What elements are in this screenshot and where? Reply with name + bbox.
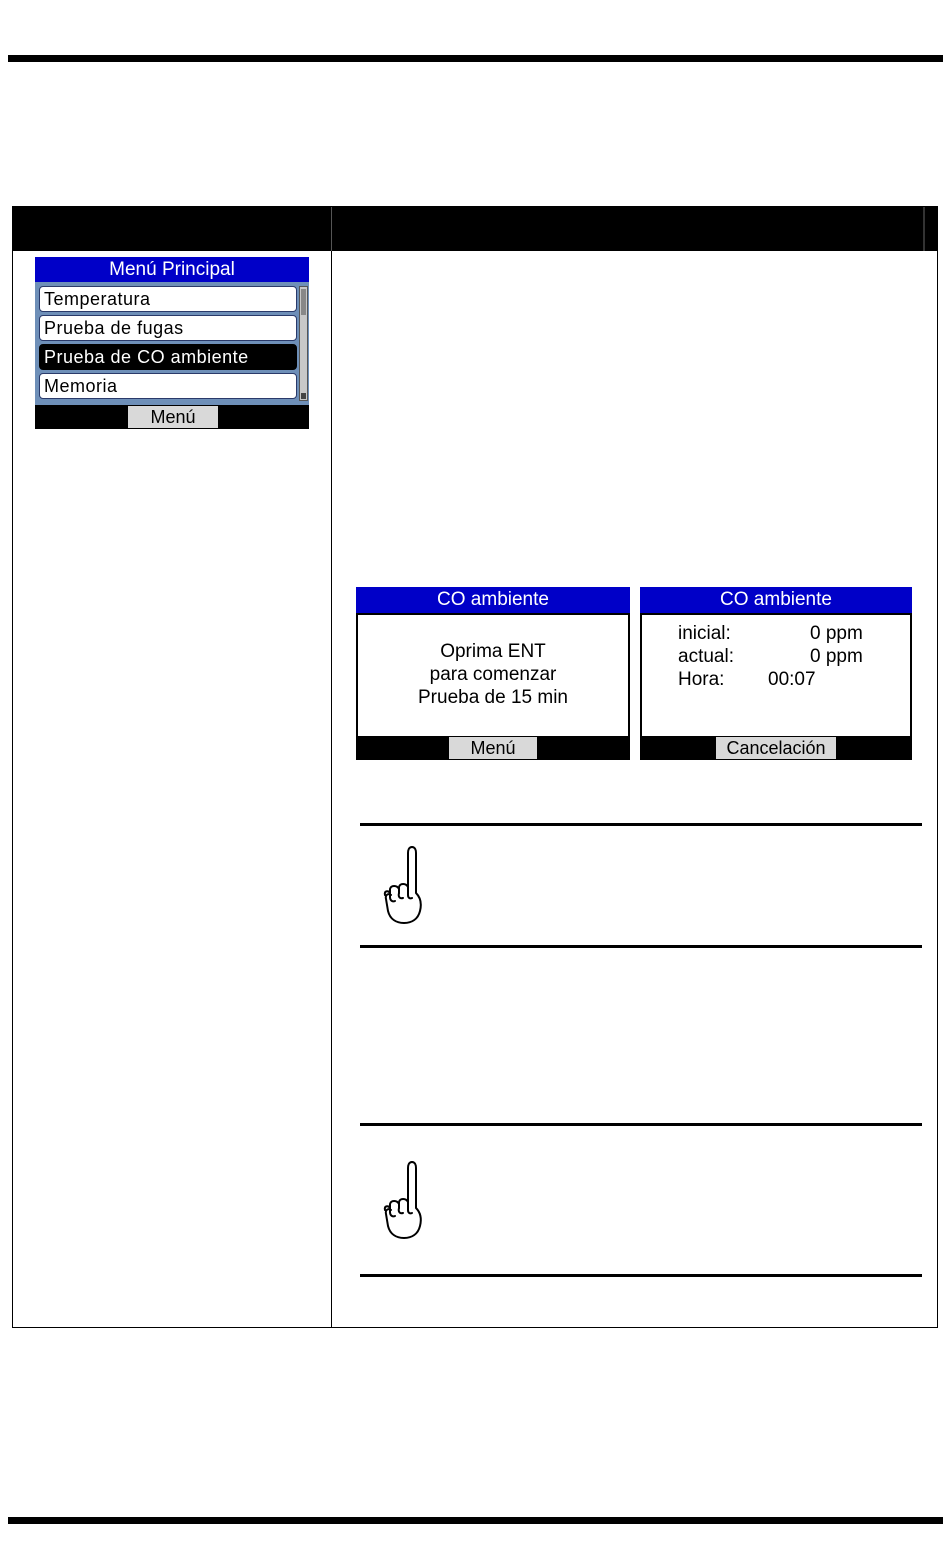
reading-row-current — [678, 646, 863, 668]
note-1-top-rule — [360, 823, 922, 826]
co-start-softkey[interactable]: Menú — [449, 737, 537, 759]
pointing-hand-icon — [382, 843, 430, 925]
menu-item-leak-test[interactable]: Prueba de fugas — [39, 315, 297, 341]
co-start-line-1: Oprima ENT — [440, 641, 546, 662]
reading-label-current: actual: — [678, 646, 734, 667]
pointing-hand-icon — [382, 1158, 430, 1240]
main-menu-screen — [35, 257, 309, 429]
menu-item-temperature[interactable]: Temperatura — [39, 286, 297, 312]
reading-value-initial: 0 ppm — [810, 623, 863, 644]
menu-item-memory[interactable]: Memoria — [39, 373, 297, 399]
main-menu-softkey[interactable]: Menú — [128, 406, 218, 428]
co-start-title: CO ambiente — [356, 587, 630, 613]
co-reading-screen — [640, 587, 912, 760]
header-right-edge — [923, 207, 937, 251]
reading-row-time — [678, 669, 816, 691]
reading-label-time: Hora: — [678, 669, 725, 690]
co-start-body — [358, 615, 628, 736]
reading-value-time: 00:07 — [768, 669, 816, 690]
menu-scrollbar[interactable] — [299, 286, 308, 401]
co-reading-softkey[interactable]: Cancelación — [716, 737, 836, 759]
top-page-rule — [8, 55, 943, 62]
header-column-separator — [331, 207, 332, 251]
bottom-page-rule — [8, 1517, 943, 1524]
menu-item-ambient-co-test[interactable]: Prueba de CO ambiente — [39, 344, 297, 370]
table-header-bar — [13, 207, 937, 251]
main-menu-title: Menú Principal — [35, 257, 309, 282]
note-2-bottom-rule — [360, 1274, 922, 1277]
reading-row-initial — [678, 623, 863, 645]
co-reading-body — [642, 615, 910, 736]
co-start-line-3: Prueba de 15 min — [418, 687, 568, 708]
scrollbar-thumb[interactable] — [301, 289, 306, 315]
co-reading-title: CO ambiente — [640, 587, 912, 613]
reading-value-current: 0 ppm — [810, 646, 863, 667]
reading-label-initial: inicial: — [678, 623, 731, 644]
co-start-line-2: para comenzar — [429, 664, 557, 685]
co-start-screen — [356, 587, 630, 760]
note-2-top-rule — [360, 1123, 922, 1126]
main-menu-list — [35, 282, 309, 405]
note-1-bottom-rule — [360, 945, 922, 948]
scroll-down-arrow-icon[interactable] — [301, 393, 306, 399]
table-column-divider — [331, 251, 332, 1327]
